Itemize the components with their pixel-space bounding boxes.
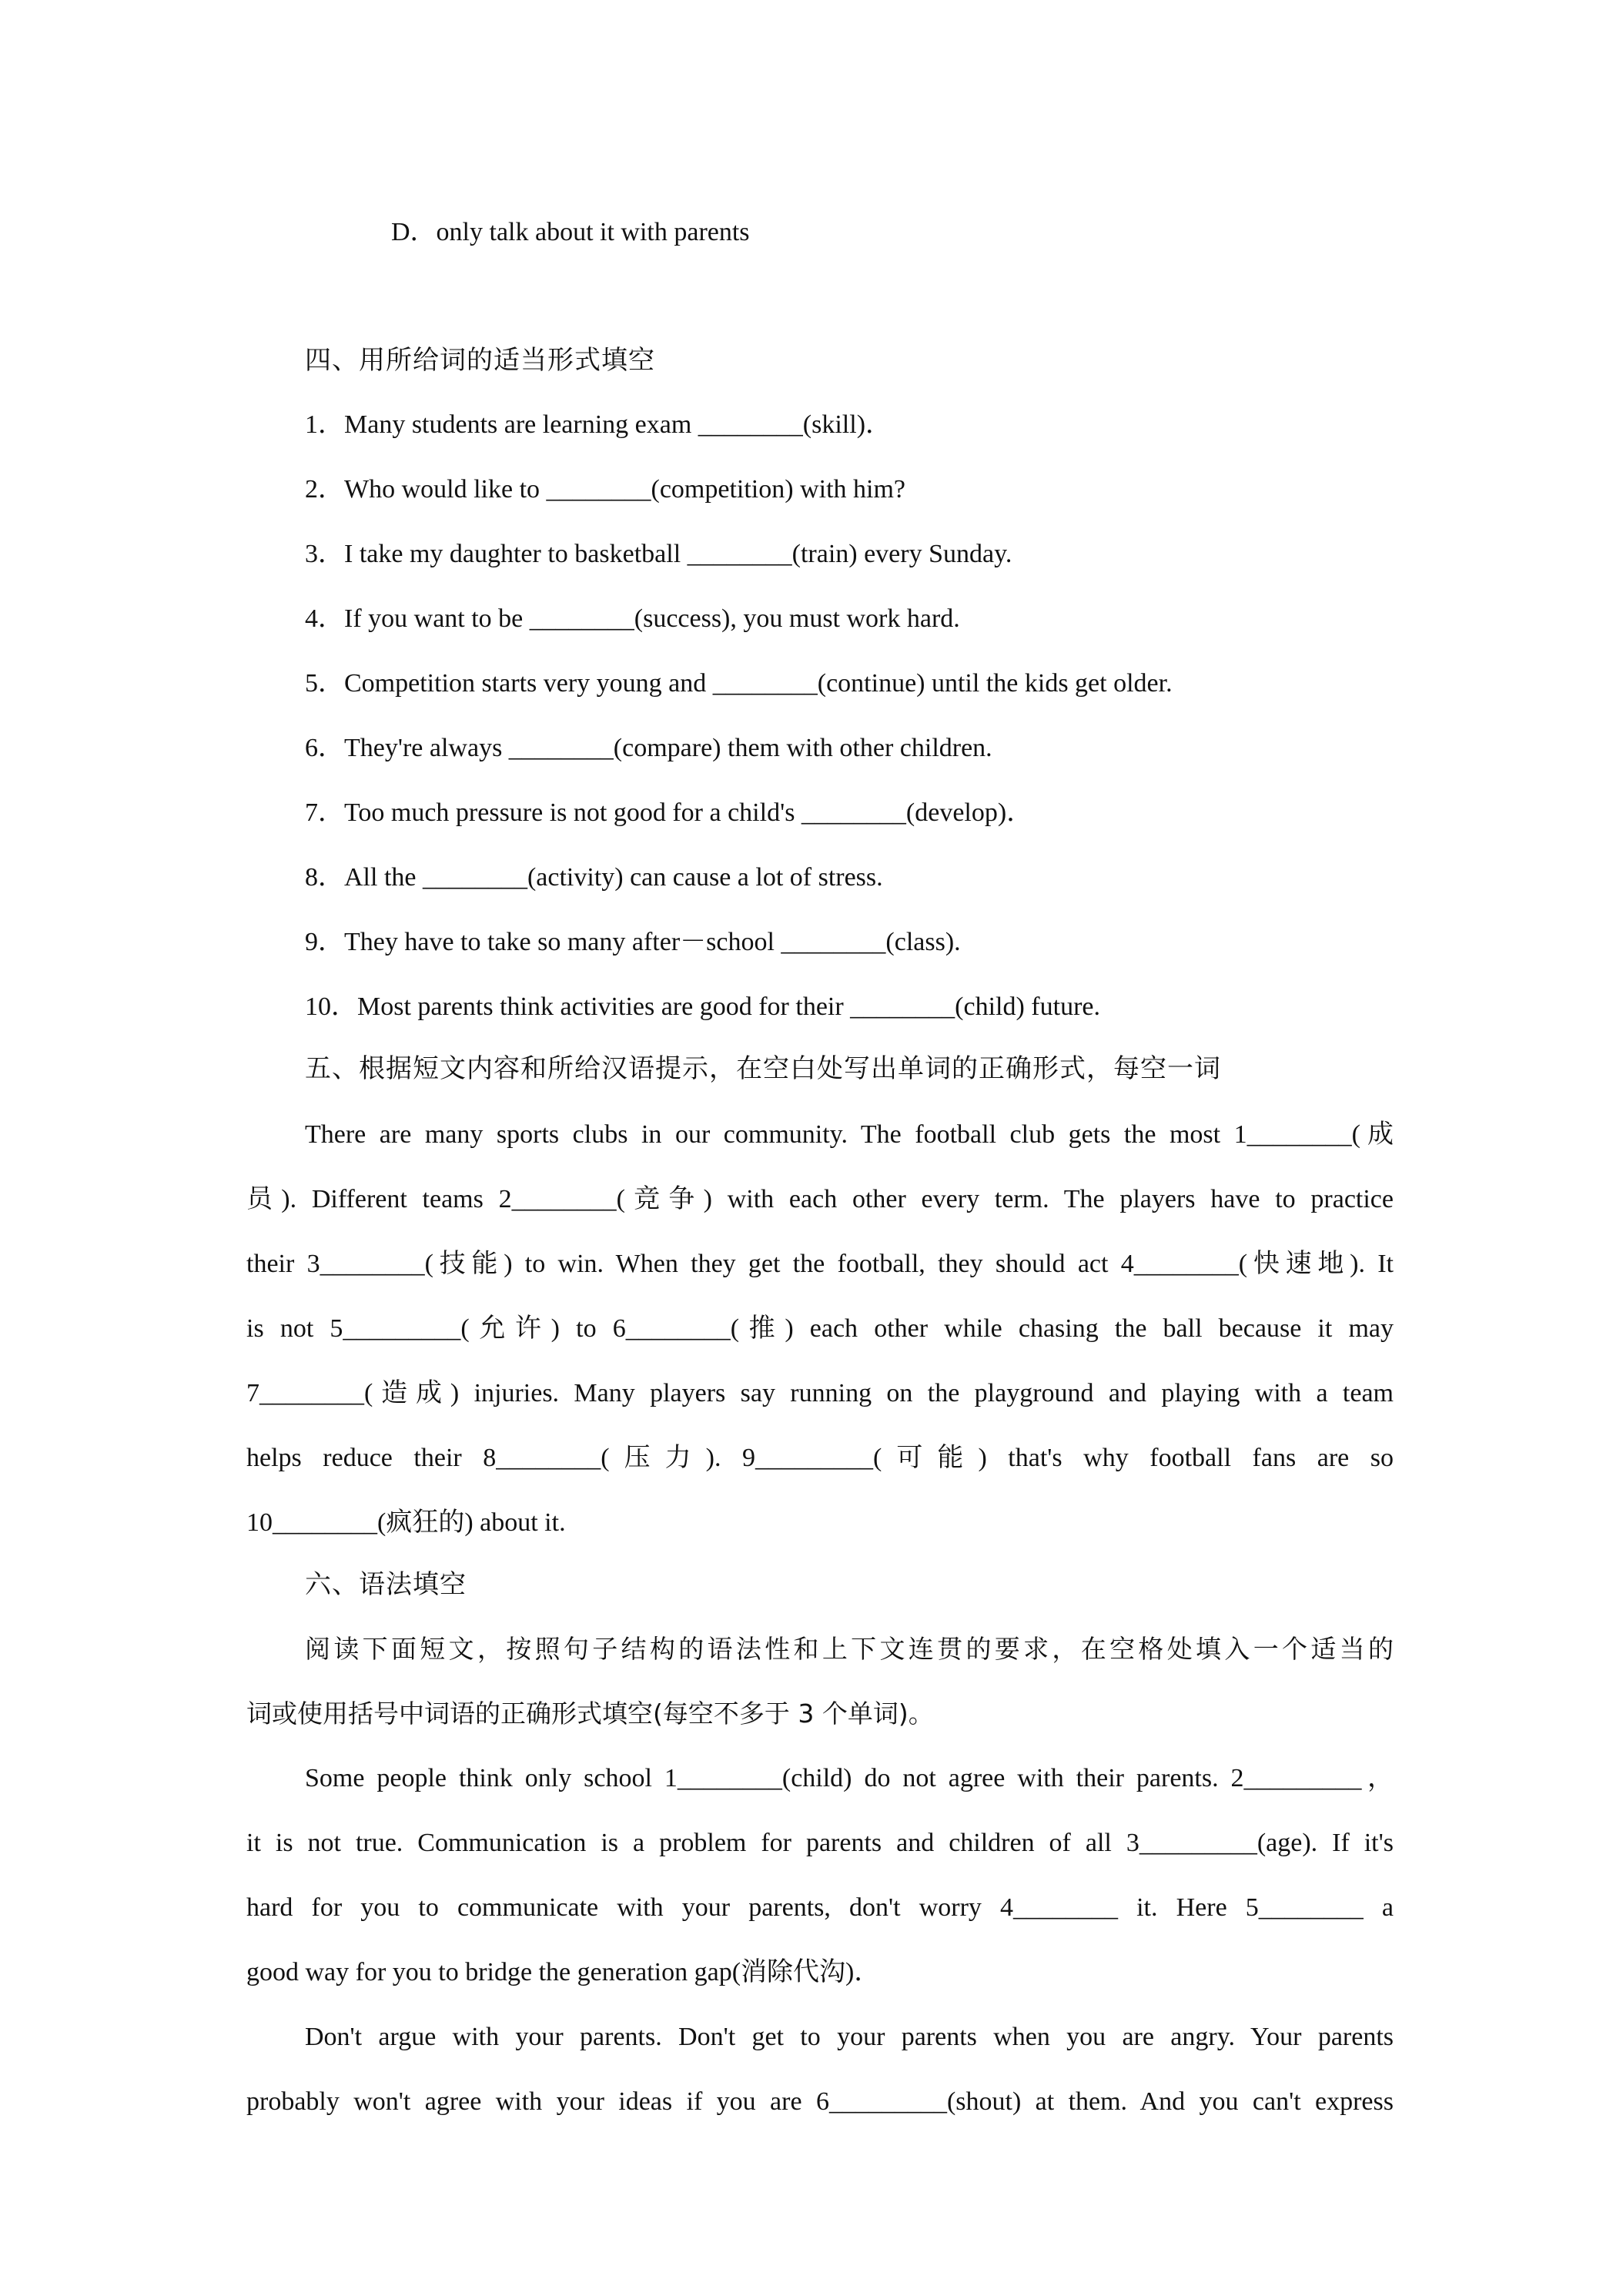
exercise-item: 9．They have to take so many after－school ________(class). — [305, 928, 961, 956]
section6-heading: 六、语法填空 — [305, 1569, 467, 1600]
passage-line: helps reduce their 8________(压力). 9_________(可能) that's why football fans are so — [246, 1444, 1394, 1472]
instruction-line: 阅读下面短文，按照句子结构的语法性和上下文连贯的要求，在空格处填入一个适当的 — [305, 1634, 1394, 1664]
passage-line: 员). Different teams 2________(竞争) with each other every term. The players have to practice — [246, 1185, 1394, 1213]
passage-line: their 3________(技能) to win. When they get the football, they should act 4________(快速地). It — [246, 1250, 1394, 1278]
exercise-item: 10．Most parents think activities are good for their ________(child) future. — [305, 992, 1100, 1021]
passage-line: 10________(疯狂的) about it. — [246, 1508, 566, 1537]
section5-heading: 五、根据短文内容和所给汉语提示，在空白处写出单词的正确形式，每空一词 — [305, 1053, 1221, 1084]
passage-line: Don't argue with your parents. Don't get to your parents when you are angry. Your parents — [305, 2023, 1394, 2051]
exercise-item: 8．All the ________(activity) can cause a lot of stress. — [305, 863, 883, 892]
passage-line: probably won't agree with your ideas if you are 6_________(shout) at them. And you can't express — [246, 2087, 1394, 2116]
exercise-item: 1．Many students are learning exam ________(skill)． — [305, 410, 892, 439]
exercise-item: 4．If you want to be ________(success), you must work hard. — [305, 604, 960, 633]
exercise-item: 3．I take my daughter to basketball ________(train) every Sunday. — [305, 540, 1012, 568]
exercise-item: 5．Competition starts very young and ________(continue) until the kids get older. — [305, 669, 1173, 698]
passage-line: hard for you to communicate with your parents, don't worry 4________ it. Here 5________ a — [246, 1893, 1394, 1922]
passage-line: it is not true. Communication is a problem for parents and children of all 3_________(age). If it's — [246, 1829, 1394, 1857]
exercise-item: 7．Too much pressure is not good for a child's ________(develop)． — [305, 798, 1033, 827]
exercise-item: 6．They're always ________(compare) them with other children. — [305, 734, 992, 762]
passage-line: is not 5_________(允许) to 6________(推) each other while chasing the ball because it may — [246, 1314, 1394, 1343]
instruction-line: 词或使用括号中词语的正确形式填空(每空不多于 3 个单词)。 — [246, 1699, 934, 1729]
section4-heading: 四、用所给词的适当形式填空 — [305, 345, 655, 376]
passage-line: There are many sports clubs in our community. The football club gets the most 1________(成 — [305, 1120, 1394, 1149]
option-d: D．only talk about it with parents — [391, 218, 750, 246]
passage-line: 7________(造成) injuries. Many players say running on the playground and playing with a team — [246, 1379, 1394, 1407]
passage-line: Some people think only school 1________(child) do not agree with their parents. 2_________， — [305, 1764, 1394, 1792]
exercise-item: 2．Who would like to ________(competition) with him? — [305, 475, 906, 504]
passage-line: good way for you to bridge the generation gap(消除代沟)． — [246, 1958, 881, 1986]
